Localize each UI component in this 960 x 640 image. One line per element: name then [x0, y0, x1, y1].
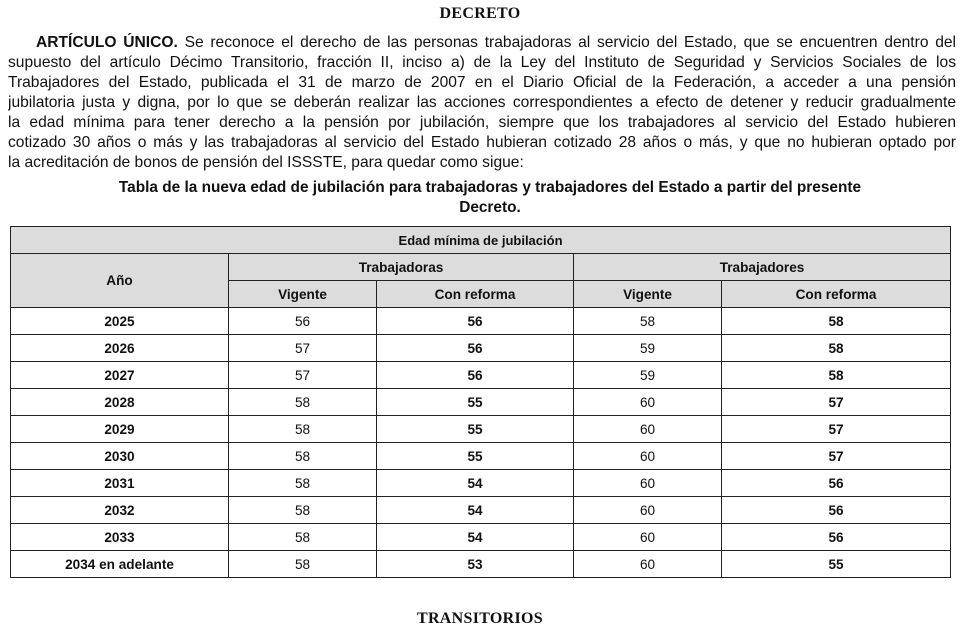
men-current-cell: 60 — [574, 497, 722, 524]
year-cell: 2027 — [11, 362, 229, 389]
women-group-header: Trabajadoras — [229, 254, 574, 281]
retirement-age-table — [10, 226, 951, 578]
article-line-2: supuesto del artículo Décimo Transitorio, fracción II, inciso a) de la Ley del Instituto de Seguridad y Servicios Sociales de los — [8, 54, 956, 71]
men-reform-cell: 57 — [722, 389, 951, 416]
transitorios-heading: TRANSITORIOS — [416, 610, 543, 627]
women-current-cell: 57 — [229, 362, 377, 389]
men-reform-cell: 56 — [722, 524, 951, 551]
table-row — [11, 335, 951, 362]
women-current-cell: 56 — [229, 308, 377, 335]
men-reform-cell: 56 — [722, 470, 951, 497]
men-current-cell: 60 — [574, 551, 722, 578]
year-cell: 2028 — [11, 389, 229, 416]
article-line-6: cotizado 30 años o más y las trabajadoras al servicio del Estado hubieran cotizado 28 años o más, y que no hubieran optado por — [8, 134, 956, 151]
year-cell: 2032 — [11, 497, 229, 524]
men-reform-cell: 58 — [722, 362, 951, 389]
women-reform-cell: 56 — [377, 308, 574, 335]
article-label: ARTÍCULO ÚNICO. — [36, 34, 178, 51]
table-row — [11, 524, 951, 551]
men-reform-cell: 57 — [722, 416, 951, 443]
women-current-cell: 58 — [229, 551, 377, 578]
year-cell: 2026 — [11, 335, 229, 362]
women-reform-cell: 54 — [377, 470, 574, 497]
year-header: Año — [11, 254, 229, 308]
year-cell: 2031 — [11, 470, 229, 497]
men-current-cell: 60 — [574, 524, 722, 551]
women-current-header: Vigente — [229, 281, 377, 308]
men-reform-cell: 58 — [722, 308, 951, 335]
year-cell: 2030 — [11, 443, 229, 470]
men-current-header: Vigente — [574, 281, 722, 308]
women-reform-header: Con reforma — [377, 281, 574, 308]
table-title: Edad mínima de jubilación — [11, 227, 951, 254]
table-caption-line-1: Tabla de la nueva edad de jubilación para trabajadoras y trabajadores del Estado a partir del presente — [118, 179, 862, 196]
table-row — [11, 443, 951, 470]
women-reform-cell: 56 — [377, 362, 574, 389]
table-row — [11, 551, 951, 578]
article-line-3: Trabajadores del Estado, publicada el 31 de marzo de 2007 en el Diario Oficial de la Federación, a acceder a una pensión — [8, 74, 956, 91]
women-current-cell: 58 — [229, 524, 377, 551]
table-caption-line-2: Decreto. — [459, 199, 521, 216]
men-current-cell: 60 — [574, 443, 722, 470]
men-current-cell: 59 — [574, 362, 722, 389]
men-reform-cell: 57 — [722, 443, 951, 470]
men-current-cell: 58 — [574, 308, 722, 335]
women-reform-cell: 56 — [377, 335, 574, 362]
men-reform-cell: 58 — [722, 335, 951, 362]
article-line-1 — [36, 33, 956, 53]
year-cell: 2034 en adelante — [11, 551, 229, 578]
women-current-cell: 58 — [229, 470, 377, 497]
year-cell: 2033 — [11, 524, 229, 551]
table-row — [11, 470, 951, 497]
men-current-cell: 60 — [574, 470, 722, 497]
women-current-cell: 58 — [229, 416, 377, 443]
year-cell: 2029 — [11, 416, 229, 443]
women-reform-cell: 53 — [377, 551, 574, 578]
men-reform-header: Con reforma — [722, 281, 951, 308]
women-reform-cell: 55 — [377, 416, 574, 443]
women-reform-cell: 55 — [377, 389, 574, 416]
decree-heading: DECRETO — [439, 5, 521, 22]
men-current-cell: 60 — [574, 416, 722, 443]
women-reform-cell: 54 — [377, 524, 574, 551]
women-current-cell: 58 — [229, 389, 377, 416]
table-row — [11, 308, 951, 335]
women-reform-cell: 54 — [377, 497, 574, 524]
article-text: Se reconoce el derecho de las personas trabajadoras al servicio del Estado, que se encuentren dentro del — [177, 34, 956, 51]
table-row — [11, 389, 951, 416]
table-row — [11, 497, 951, 524]
article-line-5: la edad mínima para tener derecho a la pensión por jubilación, siempre que los trabajadores al servicio del Estado hubieren — [8, 114, 956, 131]
year-cell: 2025 — [11, 308, 229, 335]
women-current-cell: 57 — [229, 335, 377, 362]
men-current-cell: 60 — [574, 389, 722, 416]
table-row — [11, 362, 951, 389]
women-current-cell: 58 — [229, 443, 377, 470]
men-current-cell: 59 — [574, 335, 722, 362]
women-current-cell: 58 — [229, 497, 377, 524]
men-group-header: Trabajadores — [574, 254, 951, 281]
table-row — [11, 416, 951, 443]
women-reform-cell: 55 — [377, 443, 574, 470]
article-line-4: jubilatoria justa y digna, por lo que se deberán realizar las acciones correspondientes a efecto de detener y reducir gradualmente — [8, 94, 956, 111]
article-line-7: la acreditación de bonos de pensión del ISSSTE, para quedar como sigue: — [8, 154, 524, 171]
men-reform-cell: 56 — [722, 497, 951, 524]
men-reform-cell: 55 — [722, 551, 951, 578]
